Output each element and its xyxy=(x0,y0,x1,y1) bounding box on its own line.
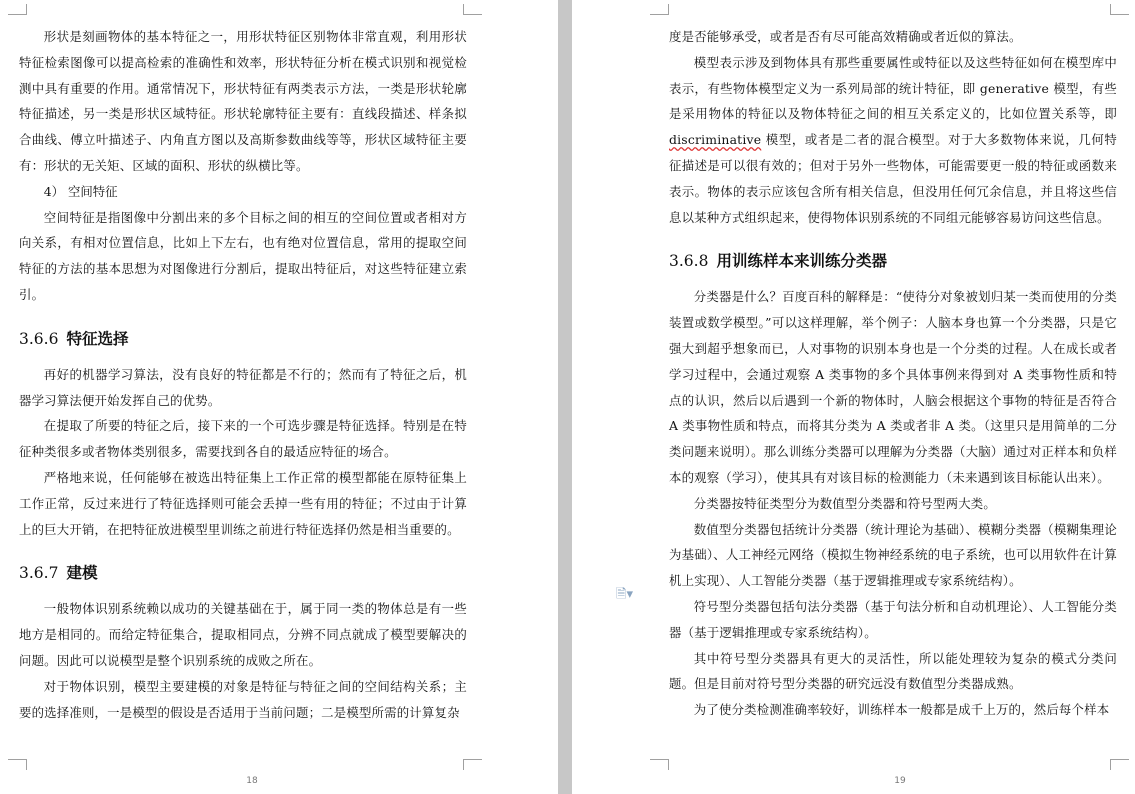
paragraph: 为了使分类检测准确率较好，训练样本一般都是成千上万的，然后每个样本 xyxy=(693,702,1110,718)
section-heading xyxy=(19,328,467,350)
spacer xyxy=(669,230,1117,250)
subsection-label: 4） 空间特征 xyxy=(43,183,118,199)
crop-mark xyxy=(650,759,669,770)
paragraph: 对于物体识别，模型主要建模的对象是特征与特征之间的空间结构关系；主要的选择准则，一是模型的假设是否适用于当前问题；二是模型所需的计算复杂 xyxy=(19,678,467,720)
paragraph: 数值型分类器包括统计分类器（统计理论为基础）、模糊分类器（模糊集理论为基础）、人工神经元网络（模拟生物神经系统的电子系统，也可以用软件在计算机上实现）、人工智能分类器（基于逻辑推理或专家系统结构）。 xyxy=(669,521,1117,589)
page-divider xyxy=(558,0,572,794)
paragraph-text: 模型表示涉及到物体具有那些重要属性或特征以及这些特征如何在模型库中表示，有些物体模型定义为一系列局部的统计特征，即 generative 模型，有些是采用物体的特征以及物体特征之间的相互关系定义的，比如位置关系等，即 xyxy=(669,54,1117,122)
crop-mark xyxy=(8,4,27,15)
paragraph: 分类器按特征类型分为数值型分类器和符号型两大类。 xyxy=(693,495,996,511)
paragraph xyxy=(669,50,1117,231)
section-number: 3.6.7 xyxy=(19,564,59,583)
right-page-body xyxy=(669,24,1117,723)
paste-options-icon[interactable]: 🗎▾ xyxy=(616,587,633,602)
crop-mark xyxy=(8,759,27,770)
spellcheck-word: discriminative xyxy=(669,132,762,148)
paragraph: 空间特征是指图像中分割出来的多个目标之间的相互的空间位置或者相对方向关系，有相对位置信息，比如上下左右，也有绝对位置信息，常用的提取空间特征的方法的基本思想为对图像进行分割后，提取出特征后，对这些特征建立索引。 xyxy=(19,209,467,302)
crop-mark xyxy=(463,4,482,15)
right-page xyxy=(572,0,1135,794)
paragraph: 其中符号型分类器具有更大的灵活性，所以能处理较为复杂的模式分类问题。但是目前对符号型分类器的研究远没有数值型分类器成熟。 xyxy=(669,650,1117,692)
spacer xyxy=(19,350,467,362)
spacer xyxy=(19,542,467,562)
crop-mark xyxy=(650,4,669,15)
page-number: 19 xyxy=(894,776,906,786)
paragraph: 度是否能够承受，或者是否有尽可能高效精确或者近似的算法。 xyxy=(669,29,1022,44)
paragraph: 再好的机器学习算法，没有良好的特征都是不行的；然而有了特征之后，机器学习算法便开始发挥自己的优势。 xyxy=(19,366,467,408)
spacer xyxy=(19,308,467,328)
section-title: 用训练样本来训练分类器 xyxy=(716,252,887,271)
paragraph-text: 模型，或者是二者的混合模型。对于大多数物体来说，几何特征描述是可以很有效的；但对于另外一些物体，可能需要更一般的特征或函数来表示。物体的表示应该包含所有相关信息，但没用任何冗余信息，并且将这些信息以某种方式组织起来，使得物体识别系统的不同组元能够容易访问这些信息。 xyxy=(669,132,1117,225)
section-number: 3.6.8 xyxy=(669,252,709,271)
left-page xyxy=(0,0,558,794)
section-heading xyxy=(19,562,467,584)
crop-mark xyxy=(1110,759,1129,770)
section-title: 特征选择 xyxy=(66,329,129,348)
paragraph: 形状是刻画物体的基本特征之一，用形状特征区别物体非常直观，利用形状特征检索图像可以提高检索的准确性和效率，形状特征分析在模式识别和视觉检测中具有重要的作用。通常情况下，形状特征有两类表示方法，一类是形状轮廓特征描述，另一类是形状区域特征。形状轮廓特征主要有：直线段描述、样条拟合曲线、傅立叶描述子、内角直方图以及高斯参数曲线等等，形状区域特征主要有：形状的无关矩、区域的面积、形状的纵横比等。 xyxy=(19,29,467,173)
paragraph: 符号型分类器包括句法分类器（基于句法分析和自动机理论）、人工智能分类器（基于逻辑推理或专家系统结构）。 xyxy=(669,598,1117,640)
paragraph: 在提取了所要的特征之后，接下来的一个可选步骤是特征选择。特别是在特征种类很多或者物体类别很多，需要找到各自的最适应特征的场合。 xyxy=(19,418,467,460)
paragraph: 分类器是什么？百度百科的解释是：“使待分对象被划归某一类而使用的分类装置或数学模型。”可以这样理解，举个例子：人脑本身也算一个分类器，只是它强大到超乎想象而已，人对事物的识别本身也是一个分类的过程。人在成长或者学习过程中，会通过观察 A 类事物的多个具体事例来得到对 A 类事物性质和特点的认识，然后以后遇到一个新的物体时，人脑会根据这个事物的特征是否符合 A 类事物性质和特点，而将其分类为 A 类或者非 A 类。（这里只是用简单的二分类问题来说明）。那么训练分类器可以理解为分类器（大脑）通过对正样本和负样本的观察（学习），使其具有对该目标的检测能力（未来遇到该目标能认出来）。 xyxy=(669,289,1117,485)
paragraph: 一般物体识别系统赖以成功的关键基础在于，属于同一类的物体总是有一些地方是相同的。而给定特征集合，提取相同点，分辨不同点就成了模型要解决的问题。因此可以说模型是整个识别系统的成败之所在。 xyxy=(19,601,467,668)
page-number: 18 xyxy=(246,776,258,786)
section-number: 3.6.6 xyxy=(19,329,59,348)
section-title: 建模 xyxy=(66,564,98,583)
section-heading xyxy=(669,250,1117,272)
spacer xyxy=(669,272,1117,284)
left-page-body xyxy=(19,24,467,725)
paragraph: 严格地来说，任何能够在被选出特征集上工作正常的模型都能在原特征集上工作正常，反过来进行了特征选择则可能会丢掉一些有用的特征；不过由于计算上的巨大开销，在把特征放进模型里训练之前进行特征选择仍然是相当重要的。 xyxy=(19,469,467,537)
crop-mark xyxy=(463,759,482,770)
spacer xyxy=(19,584,467,596)
crop-mark xyxy=(1110,4,1129,15)
